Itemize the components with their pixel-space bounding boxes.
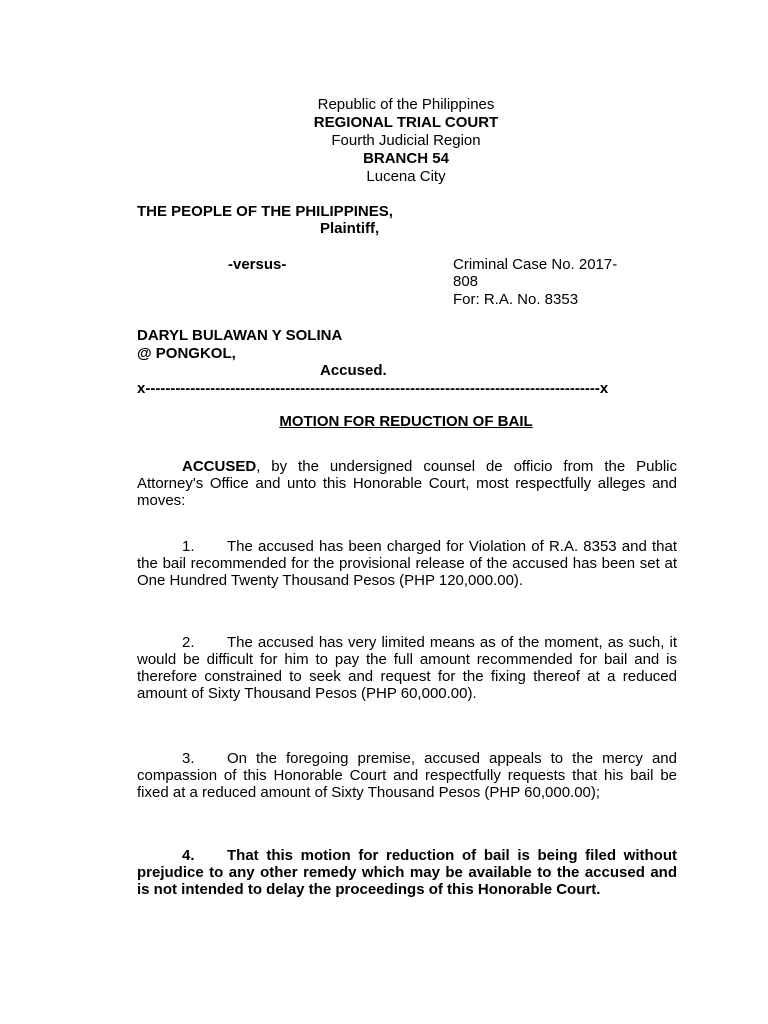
accused-name-line1: DARYL BULAWAN Y SOLINA xyxy=(137,327,343,344)
caption-separator: x-------------------------------------------------------------------------------------------x xyxy=(137,380,609,397)
intro-lead: ACCUSED xyxy=(182,458,257,475)
paragraph-text: The accused has been charged for Violation of R.A. 8353 and that the bail recommended for the provisional release of the accused has been set at One Hundred Twenty Thousand Pesos (PHP 120,000.00). xyxy=(137,538,677,589)
paragraph-text: On the foregoing premise, accused appeals to the mercy and compassion of this Honorable Court and respectfully requests that his bail be fixed at a reduced amount of Sixty Thousand Pesos (PHP 60,000.00); xyxy=(137,750,677,801)
header-republic: Republic of the Philippines xyxy=(317,96,495,113)
paragraph-number: 2. xyxy=(182,634,195,651)
case-number-line1: Criminal Case No. 2017- xyxy=(453,256,618,273)
header-city: Lucena City xyxy=(366,168,446,185)
paragraph-text: The accused has very limited means as of the moment, as such, it would be difficult for him to pay the full amount recommended for bail and is therefore constrained to seek and request for the fixing thereof at a reduced amount of Sixty Thousand Pesos (PHP 60,000.00). xyxy=(137,634,677,702)
case-offense: For: R.A. No. 8353 xyxy=(453,291,579,308)
court-header xyxy=(0,96,768,186)
paragraph-number: 4. xyxy=(182,847,195,864)
paragraph-text: That this motion for reduction of bail is being filed without prejudice to any other remedy which may be available to the accused and is not intended to delay the proceedings of this Honorable Court. xyxy=(137,847,677,898)
paragraph-1 xyxy=(137,538,677,589)
plaintiff-role: Plaintiff, xyxy=(320,220,380,237)
header-branch: BRANCH 54 xyxy=(363,150,449,167)
motion-title: MOTION FOR REDUCTION OF BAIL xyxy=(279,413,533,430)
paragraph-number: 3. xyxy=(182,750,195,767)
header-court: REGIONAL TRIAL COURT xyxy=(313,114,499,131)
paragraph-3 xyxy=(137,750,677,801)
plaintiff-name: THE PEOPLE OF THE PHILIPPINES, xyxy=(137,203,393,220)
paragraph-4 xyxy=(137,847,677,898)
accused-role: Accused. xyxy=(320,362,387,379)
intro-paragraph xyxy=(137,458,677,509)
accused-name-line2: @ PONGKOL, xyxy=(137,345,236,362)
paragraph-number: 1. xyxy=(182,538,195,555)
case-number-line2: 808 xyxy=(453,273,479,290)
versus-label: -versus- xyxy=(228,256,287,273)
header-region: Fourth Judicial Region xyxy=(331,132,481,149)
paragraph-2 xyxy=(137,634,677,702)
intro-text: , by the undersigned counsel de officio from the Public Attorney's Office and unto this Honorable Court, most respectfully alleges and moves: xyxy=(137,458,677,509)
